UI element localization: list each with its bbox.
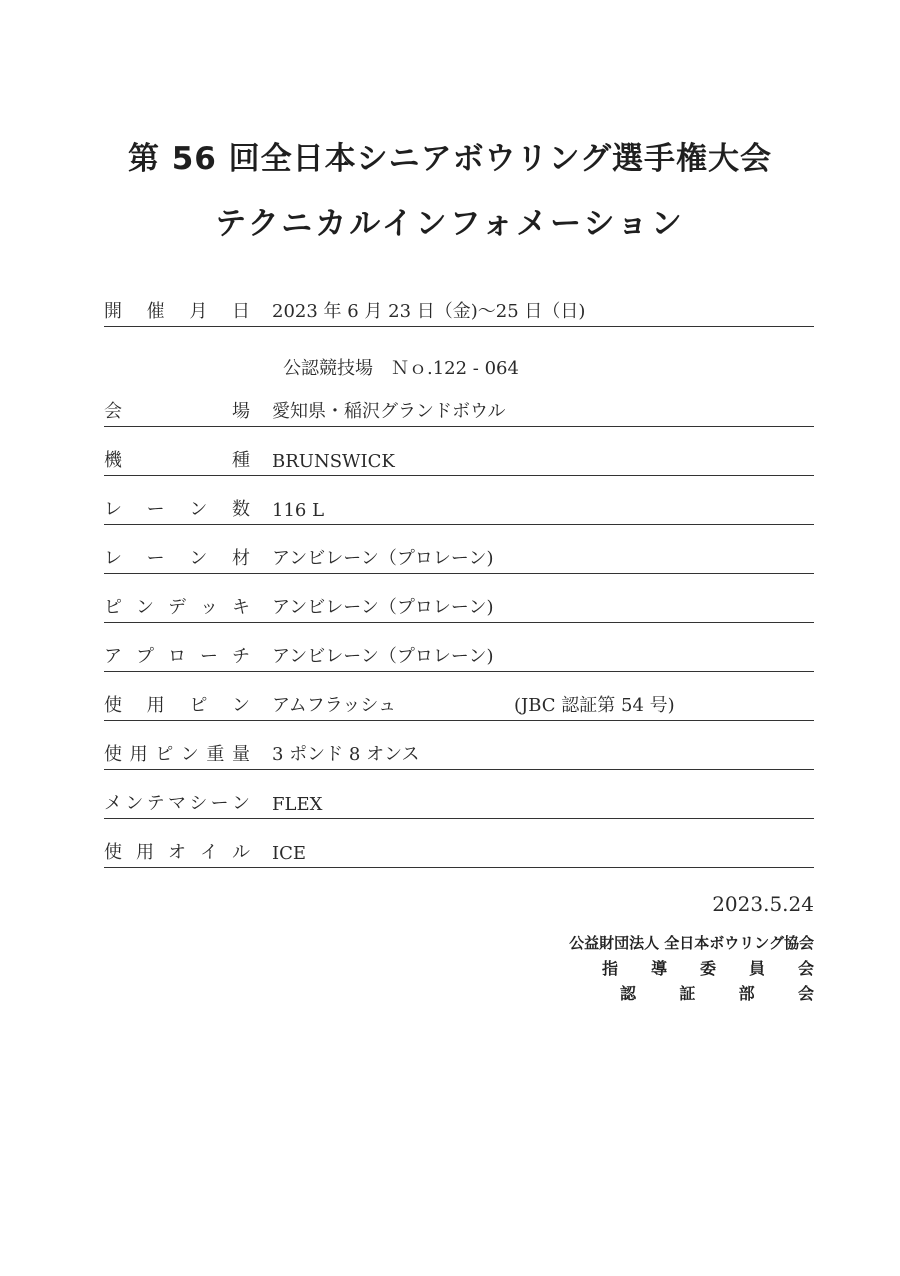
info-row-label-char: キ	[232, 597, 250, 618]
info-row-label-char: 月	[189, 301, 208, 322]
department-char: 部	[738, 984, 755, 1003]
info-row-label-char: レ	[104, 548, 122, 569]
info-row-value: アムフラッシュ	[272, 695, 397, 716]
info-row-label-char: 用	[146, 695, 165, 716]
info-row-label-char: 機	[104, 450, 122, 471]
info-row-label	[104, 740, 250, 766]
info-row	[104, 643, 814, 672]
info-row-label-char: デ	[168, 597, 186, 618]
info-row-label-char: 用	[129, 744, 148, 765]
info-row-label-char: 催	[146, 301, 165, 322]
info-row-value: FLEX	[272, 794, 323, 815]
info-row-value: 3 ポンド 8 オンス	[272, 744, 420, 765]
document-title: 第 56 回全日本シニアボウリング選手権大会	[127, 141, 773, 177]
info-row-label	[104, 691, 250, 717]
info-row-label-char: ー	[146, 548, 165, 569]
issuer-organization: 公益財団法人 全日本ボウリング協会	[569, 934, 814, 952]
info-row-label-char: メ	[104, 793, 122, 814]
issue-date: 2023.5.24	[712, 892, 814, 916]
info-row	[104, 839, 814, 868]
info-row-label	[104, 789, 250, 815]
info-row-label	[104, 495, 250, 521]
info-row-value: 愛知県・稲沢グランドボウル	[272, 401, 506, 422]
info-row-label	[104, 446, 250, 472]
certification-note: 公認競技場 Ｎｏ.122 - 064	[283, 358, 519, 379]
info-row-value: 116 L	[272, 500, 325, 521]
info-row-label-char: ア	[104, 646, 122, 667]
info-row-label-char: ル	[232, 842, 250, 863]
info-row-label-char: プ	[136, 646, 154, 667]
info-row	[104, 692, 814, 721]
info-row	[104, 447, 814, 476]
info-row-label-char: ン	[180, 744, 199, 765]
info-row	[104, 790, 814, 819]
info-row-label-char: 日	[231, 301, 250, 322]
issuer-committee	[602, 956, 814, 979]
info-row-label-char: 重	[206, 744, 225, 765]
info-row-value: アンビレーン（プロレーン)	[272, 548, 494, 569]
info-row-label-char: ン	[136, 597, 154, 618]
info-row-label-char: イ	[200, 842, 218, 863]
info-row-label-char: 使	[104, 744, 122, 765]
info-row-label-char: ン	[189, 499, 208, 520]
info-row-label-char: ン	[231, 793, 250, 814]
info-row-value: ICE	[272, 843, 307, 864]
info-row-label-char: ン	[189, 548, 208, 569]
info-row-label-char: レ	[104, 499, 122, 520]
info-row-label-char: 数	[231, 499, 250, 520]
committee-char: 委	[699, 959, 716, 978]
info-row	[104, 594, 814, 623]
info-row-value: 2023 年 6 月 23 日（金)～25 日（日)	[272, 301, 586, 322]
info-row-label	[104, 642, 250, 668]
info-row-label-char: 場	[232, 401, 250, 422]
info-row-label-char: シ	[189, 793, 208, 814]
info-row-label-char: ン	[125, 793, 144, 814]
info-row-label-char: 用	[136, 842, 154, 863]
info-row-label-char: オ	[168, 842, 186, 863]
info-row-label-char: ピ	[104, 597, 122, 618]
info-row-label-char: ー	[210, 793, 229, 814]
info-row-label-char: 開	[104, 301, 122, 322]
info-row-label-char: マ	[167, 793, 186, 814]
department-char: 認	[620, 984, 637, 1003]
info-row-label-char: ッ	[200, 597, 218, 618]
info-row-label-char: 種	[232, 450, 250, 471]
info-row-label	[104, 297, 250, 323]
info-row-extra: (JBC 認証第 54 号)	[514, 695, 675, 716]
info-row-label	[104, 838, 250, 864]
info-row-label	[104, 397, 250, 423]
committee-char: 会	[797, 959, 814, 978]
info-row-label-char: 材	[231, 548, 250, 569]
info-row-label-char: 会	[104, 401, 122, 422]
committee-char: 指	[602, 959, 619, 978]
info-row-label-char: ロ	[168, 646, 186, 667]
info-row-label-char: 量	[231, 744, 250, 765]
department-char: 証	[679, 984, 696, 1003]
info-row	[104, 298, 814, 327]
info-row-label-char: ー	[146, 499, 165, 520]
info-row-label	[104, 544, 250, 570]
info-row	[104, 496, 814, 525]
info-row	[104, 741, 814, 770]
info-row-label-char: ピ	[189, 695, 208, 716]
info-row-value: BRUNSWICK	[272, 451, 395, 472]
issuer-department	[620, 981, 814, 1004]
document-subtitle: テクニカルインフォメーション	[215, 206, 685, 242]
info-row-value: アンビレーン（プロレーン)	[272, 597, 494, 618]
committee-char: 導	[650, 959, 667, 978]
info-row-label-char: 使	[104, 695, 122, 716]
info-row	[104, 545, 814, 574]
info-row-label-char: チ	[232, 646, 250, 667]
info-row-label-char: ー	[200, 646, 218, 667]
info-row-label-char: テ	[146, 793, 165, 814]
committee-char: 員	[748, 959, 765, 978]
department-char: 会	[797, 984, 814, 1003]
info-row-label-char: ン	[231, 695, 250, 716]
info-row-label-char: 使	[104, 842, 122, 863]
info-row-label-char: ピ	[155, 744, 174, 765]
info-row-label	[104, 593, 250, 619]
info-row-value: アンビレーン（プロレーン)	[272, 646, 494, 667]
info-row	[104, 398, 814, 427]
